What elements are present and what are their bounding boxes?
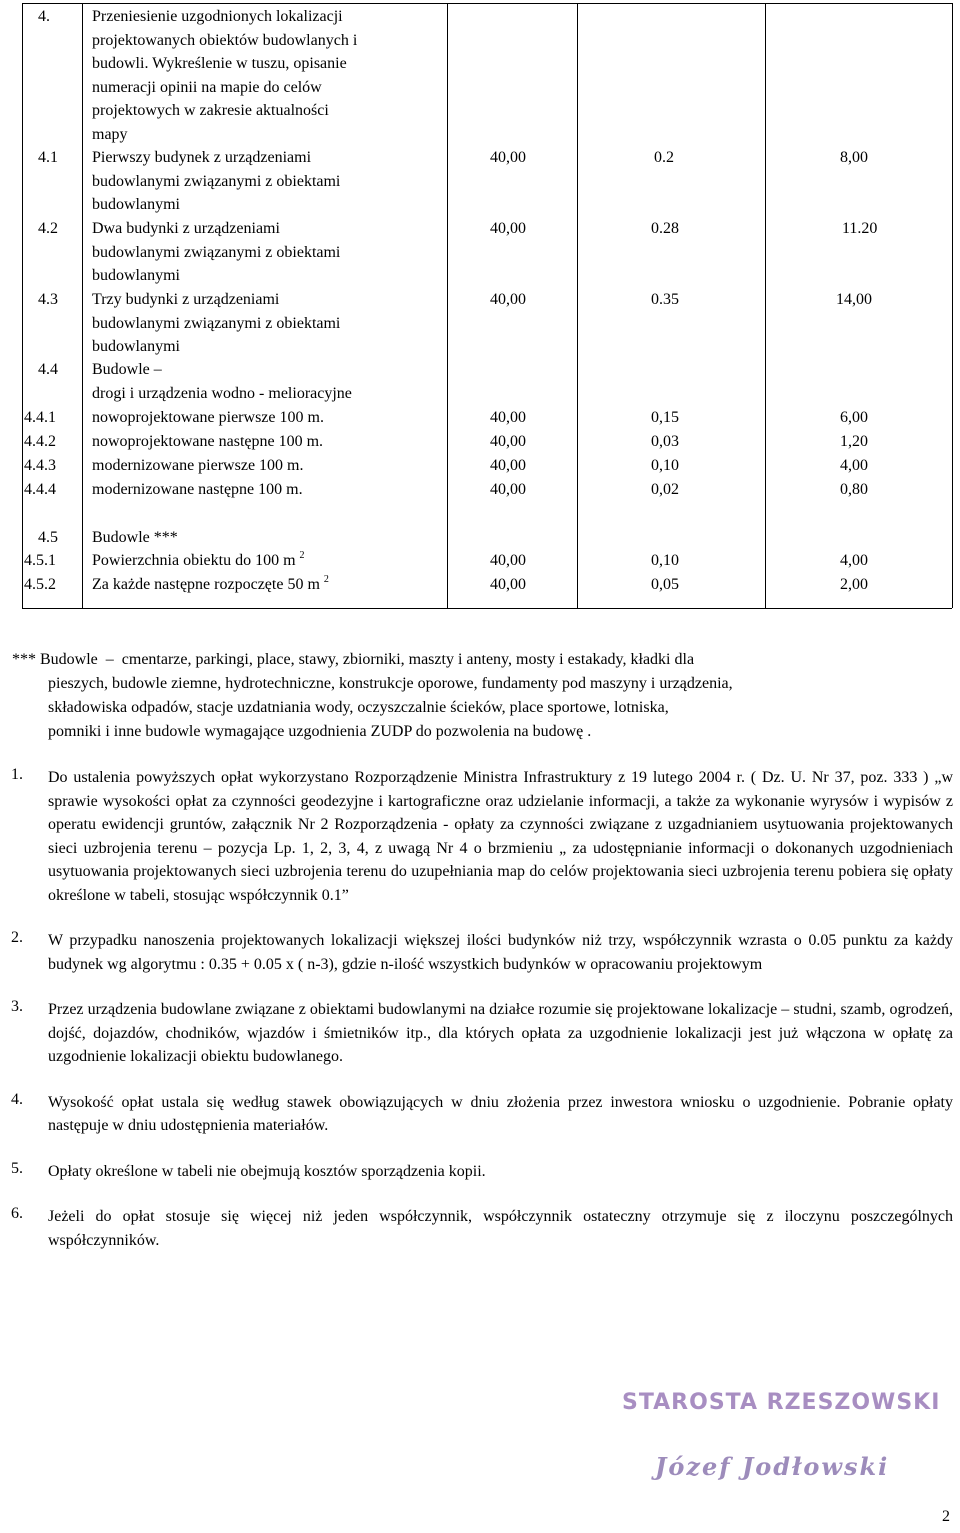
row-desc-line: nowoprojektowane następne 100 m. bbox=[92, 433, 324, 450]
note-item bbox=[8, 1091, 953, 1138]
note-number: 2. bbox=[11, 929, 23, 946]
footnote-dash: – bbox=[105, 651, 114, 668]
row-base-fee: 40,00 bbox=[490, 576, 526, 593]
row-desc-line: Trzy budynki z urządzeniami bbox=[92, 291, 280, 308]
row-total: 6,00 bbox=[840, 409, 868, 426]
row-desc-line: numeracji opinii na mapie do celów bbox=[92, 78, 322, 96]
row-base-fee: 40,00 bbox=[490, 481, 526, 498]
row-number: 4.1 bbox=[38, 149, 58, 166]
table-bottom-border bbox=[22, 608, 952, 609]
table-top-border bbox=[22, 3, 952, 4]
note-number: 6. bbox=[11, 1205, 23, 1222]
row-total: 8,00 bbox=[840, 149, 868, 166]
row-desc-line: budowlanymi związanymi z obiektami bbox=[92, 172, 341, 190]
row-number: 4.4.2 bbox=[24, 433, 56, 450]
row-coefficient: 0.28 bbox=[651, 220, 679, 237]
note-item bbox=[8, 1205, 953, 1252]
row-desc-line: budowlanymi związanymi z obiektami bbox=[92, 243, 341, 261]
footnote-line bbox=[12, 648, 694, 672]
row-coefficient: 0.35 bbox=[651, 291, 679, 308]
note-text: Do ustalenia powyższych opłat wykorzystano Rozporządzenie Ministra Infrastruktury z 19 lutego 2004 r. ( Dz. U. Nr 37, poz. 333 ) „w sprawie wysokości opłat za czynności geodezyjne i kartograficzne oraz udzielanie informacji, a także za wykonanie wyrysów i wypisów z operatu ewidencji gruntów, załącznik Nr 2 Rozporządzenia - opłaty za czynności związane z uzgadnianiem usytuowania projektowanych sieci uzbrojenia terenu – pozycja Lp. 1, 2, 3, 4, z uwagą Nr 4 o brzmieniu „ za udostępnianie informacji o dokonanych uzgodnieniach usytuowania projektowanych sieci uzbrojenia terenu do uzupełniania map do celów projektowania sieci uzbrojenia terenu pobiera się opłaty określone w tabeli, stosując współczynnik 0.1” bbox=[48, 769, 953, 904]
row-total: 2,00 bbox=[840, 576, 868, 593]
row-total: 1,20 bbox=[840, 433, 868, 450]
row-number: 4.4.3 bbox=[24, 457, 56, 474]
row-number: 4.5.1 bbox=[24, 552, 56, 569]
row-coefficient: 0,10 bbox=[651, 552, 679, 569]
note-text: Jeżeli do opłat stosuje się więcej niż jeden współczynnik, współczynnik ostateczny otrzymuje się z iloczynu poszczególnych współczynników. bbox=[48, 1208, 953, 1249]
signature-stamp: Józef Jodłowski bbox=[655, 1452, 890, 1481]
row-number: 4.5.2 bbox=[24, 576, 56, 593]
notes-list bbox=[8, 766, 953, 1274]
row-number: 4.4.1 bbox=[24, 409, 56, 426]
table-border-col4 bbox=[765, 3, 766, 608]
row-base-fee: 40,00 bbox=[490, 457, 526, 474]
row-desc-text: Powierzchnia obiektu do 100 m bbox=[92, 552, 296, 569]
note-item bbox=[8, 1160, 953, 1184]
row-desc-line: Budowle – bbox=[92, 361, 162, 378]
row-desc-line: modernizowane pierwsze 100 m. bbox=[92, 457, 304, 474]
footnote-prefix: *** Budowle bbox=[12, 651, 98, 668]
row-desc-line bbox=[92, 549, 305, 573]
row-desc-line: Pierwszy budynek z urządzeniami bbox=[92, 149, 312, 166]
note-text: Przez urządzenia budowlane związane z obiektami budowlanymi na działce rozumie się projektowane lokalizacje – studni, szamb, ogrodzeń, dojść, dojazdów, chodników, wjazdów i śmietników itp., dla których opłata za uzgodnienie lokalizacji jest już włączona w opłatę za uzgodnienie lokalizacji obiektu budowlanego. bbox=[48, 1001, 953, 1065]
row-total: 11.20 bbox=[842, 220, 878, 237]
row-number: 4.4.4 bbox=[24, 481, 56, 498]
note-text: Opłaty określone w tabeli nie obejmują kosztów sporządzenia kopii. bbox=[48, 1162, 486, 1180]
row-number: 4.5 bbox=[38, 529, 58, 546]
official-stamp: STAROSTA RZESZOWSKI bbox=[622, 1390, 941, 1415]
row-number: 4.3 bbox=[38, 291, 58, 308]
note-text: Wysokość opłat ustala się według stawek obowiązujących w dniu złożenia przez inwestora wniosku o uzgodnienie. Pobranie opłaty następuje w dniu udostępnienia materiałów. bbox=[48, 1093, 953, 1134]
row-total: 4,00 bbox=[840, 457, 868, 474]
note-number: 4. bbox=[11, 1090, 23, 1108]
row-desc-line: modernizowane następne 100 m. bbox=[92, 481, 303, 498]
row-coefficient: 0,15 bbox=[651, 409, 679, 426]
table-border-col2 bbox=[447, 3, 448, 608]
row-base-fee: 40,00 bbox=[490, 220, 526, 237]
row-coefficient: 0,05 bbox=[651, 576, 679, 593]
row-desc-line bbox=[92, 573, 329, 597]
row-desc-line: nowoprojektowane pierwsze 100 m. bbox=[92, 409, 324, 426]
row-desc-text: Za każde następne rozpoczęte 50 m bbox=[92, 576, 320, 593]
row-total: 0,80 bbox=[840, 481, 868, 498]
row-desc-line: drogi i urządzenia wodno - melioracyjne bbox=[92, 385, 352, 402]
row-coefficient: 0,03 bbox=[651, 433, 679, 450]
row-base-fee: 40,00 bbox=[490, 433, 526, 450]
row-desc-line: budowlanymi bbox=[92, 267, 180, 284]
row-coefficient: 0,02 bbox=[651, 481, 679, 498]
row-desc-line: Przeniesienie uzgodnionych lokalizacji bbox=[92, 8, 343, 25]
row-desc-superscript: 2 bbox=[299, 550, 305, 561]
note-number: 5. bbox=[11, 1159, 23, 1177]
footnote-line: pomniki i inne budowle wymagające uzgodnienia ZUDP do pozwolenia na budowę . bbox=[48, 723, 592, 740]
row-number: 4.4 bbox=[38, 361, 58, 378]
row-coefficient: 0.2 bbox=[654, 149, 674, 166]
row-base-fee: 40,00 bbox=[490, 149, 526, 166]
table-border-left bbox=[22, 3, 23, 608]
footnote-line: pieszych, budowle ziemne, hydrotechniczne, konstrukcje oporowe, fundamenty pod maszyny i urządzenia, bbox=[48, 675, 733, 692]
note-number: 3. bbox=[11, 998, 23, 1015]
note-item bbox=[8, 766, 953, 907]
footnote-line: składowiska odpadów, stacje uzdatniania wody, oczyszczalnie ścieków, place sportowe, lotniska, bbox=[48, 699, 669, 716]
row-desc-line: mapy bbox=[92, 125, 128, 143]
row-desc-line: projektowanych obiektów budowlanych i bbox=[92, 31, 358, 49]
row-desc-line: projektowych w zakresie aktualności bbox=[92, 102, 329, 119]
row-number: 4.2 bbox=[38, 220, 58, 237]
row-desc-line: Dwa budynki z urządzeniami bbox=[92, 220, 280, 237]
row-desc-line: budowlanymi związanymi z obiektami bbox=[92, 314, 341, 332]
note-item bbox=[8, 929, 953, 976]
table-border-col1 bbox=[82, 3, 83, 608]
row-coefficient: 0,10 bbox=[651, 457, 679, 474]
note-item bbox=[8, 998, 953, 1069]
row-base-fee: 40,00 bbox=[490, 409, 526, 426]
row-number: 4. bbox=[38, 8, 50, 25]
row-desc-line: Budowle *** bbox=[92, 529, 178, 546]
row-desc-line: budowli. Wykreślenie w tuszu, opisanie bbox=[92, 55, 347, 72]
table-border-col3 bbox=[577, 3, 578, 608]
row-desc-line: budowlanymi bbox=[92, 196, 180, 213]
row-total: 14,00 bbox=[836, 291, 872, 308]
note-text: W przypadku nanoszenia projektowanych lokalizacji większej ilości budynków niż trzy, współczynnik wzrasta o 0.05 punktu za każdy budynek wg algorytmu : 0.35 + 0.05 x ( n-3), gdzie n-ilość wszystkich budynków w opracowaniu projektowym bbox=[48, 932, 953, 973]
row-total: 4,00 bbox=[840, 552, 868, 569]
note-number: 1. bbox=[11, 766, 23, 783]
footnote-text: cmentarze, parkingi, place, stawy, zbiorniki, maszty i anteny, mosty i estakady, kładki dla bbox=[121, 651, 695, 668]
row-desc-line: budowlanymi bbox=[92, 338, 180, 355]
row-desc-superscript: 2 bbox=[323, 574, 329, 585]
row-base-fee: 40,00 bbox=[490, 552, 526, 569]
table-border-right bbox=[952, 3, 953, 608]
page-number: 2 bbox=[942, 1508, 950, 1525]
row-base-fee: 40,00 bbox=[490, 291, 526, 308]
